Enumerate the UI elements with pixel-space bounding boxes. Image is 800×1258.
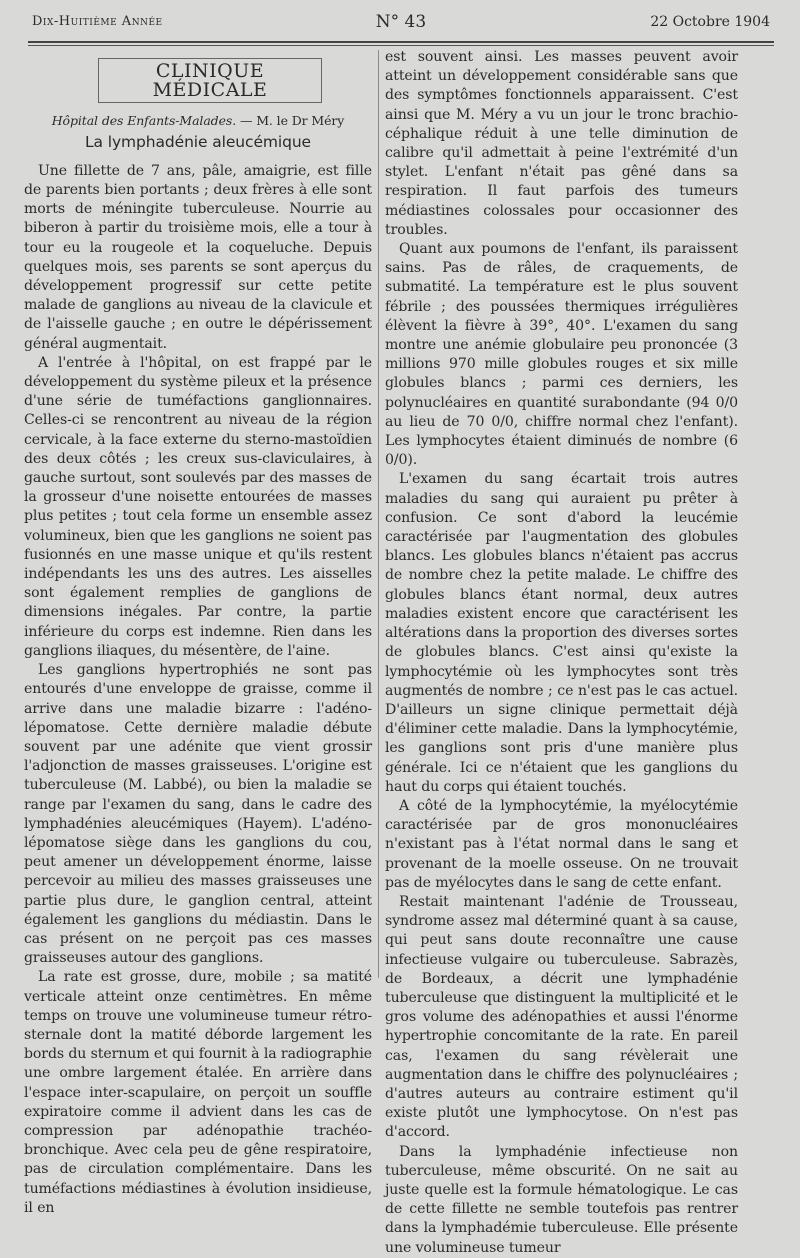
header-rule-thin xyxy=(28,45,774,46)
page-header xyxy=(32,14,770,38)
paragraph: Les ganglions hypertrophiés ne sont pas entourés d'une enveloppe de graisse, comme il arrive dans une maladie bizarre : l'adéno-lépomatose. Cette dernière maladie débute souvent par une adénite que vient grossir l'adjonction de masses graisseuses. L'origine est tuberculeuse (M. Labbé), ou bien la maladie se range par l'examen du sang, dans le cadre des lymphadénies aleucémiques (Hayem). L'adéno-lépomatose siège dans les ganglions du cou, peut amener un développement énorme, laisse percevoir au milieu des masses graisseuses une partie plus dure, le ganglion central, atteint également les ganglions du médiastin. Dans le cas présent on ne perçoit pas ces masses graisseuses autour des ganglions. xyxy=(24,662,372,967)
column-divider xyxy=(378,50,379,978)
paragraph: A l'entrée à l'hôpital, on est frappé par le développement du système pileux et la présence d'une série de tuméfactions ganglionnaires. Celles-ci se rencontrent au niveau de la région cervicale, à la face externe du sterno-mastoïdien des deux côtés ; les creux sus-claviculaires, à gauche surtout, sont soulevés par des masses de la grosseur d'une noisette entourées de masses plus petites ; tout cela forme un ensemble assez volumineux, bien que les ganglions ne soient pas fusionnés en une masse unique et qu'ils restent indépendants les uns des autres. Les aisselles sont également remplies de ganglions de dimensions inégales. Par contre, la partie inférieure du corps est indemne. Rien dans les ganglions iliaques, du mésentère, de l'aine. xyxy=(24,354,372,659)
byline xyxy=(24,111,372,130)
paragraph: Dans la lymphadénie infectieuse non tuberculeuse, même obscurité. On ne sait au juste quelle est la formule hématologique. Le cas de cette fillette ne semble toutefois pas rentrer dans la lymphadémie tuberculeuse. Elle présente une volumineuse tumeur xyxy=(385,1143,738,1256)
left-column xyxy=(24,52,372,1218)
journal-year: Dix-Huitième Année xyxy=(32,14,163,29)
paragraph: La rate est grosse, dure, mobile ; sa matité verticale atteint onze centimètres. En même temps on trouve une volumineuse tumeur rétro-sternale dont la matité déborde largement les bords du sternum et qui fournit à la radiographie une ombre largement étalée. En arrière dans l'espace inter-scapulaire, on perçoit un souffle expiratoire comme il advient dans les cas de compression par adénopathie trachéo-bronchique. Avec cela peu de gêne respiratoire, pas de circulation complémentaire. Dans les tuméfactions médiastines à évolution insidieuse, il en xyxy=(24,969,372,1216)
paragraph: est souvent ainsi. Les masses peuvent avoir atteint un développement considérable sans que des symptômes fonctionnels apparaissent. C'est ainsi que M. Méry a vu un jour le tronc brachio-céphalique réduit à une telle diminution de calibre qu'il admettait à peine l'extrémité d'un stylet. L'enfant n'était pas gêné dans sa respiration. Il faut parfois des tumeurs médiastines colossales pour occasionner des troubles. xyxy=(385,49,738,238)
paragraph: Restait maintenant l'adénie de Trousseau, syndrome assez mal déterminé quant à sa cause, qui peut sans doute reconnaître une cause infectieuse vulgaire ou tuberculeuse. Sabrazès, de Bordeaux, a décrit une lymphadénie tuberculeuse que distinguent la multiplicité et le gros volume des adénopathies et aussi l'énorme hypertrophie concomitante de la rate. En pareil cas, l'examen du sang révèlerait une augmentation dans le chiffre des polynucléaires ; d'autres auteurs au contraire estiment qu'il existe plutôt une lymphocytose. On n'est pas d'accord. xyxy=(385,893,738,1141)
header-rule xyxy=(28,41,774,43)
paragraph: Quant aux poumons de l'enfant, ils paraissent sains. Pas de râles, de craquements, de submatité. La température est le plus souvent fébrile ; des poussées thermiques irrégulières élèvent la fièvre à 39°, 40°. L'examen du sang montre une anémie globulaire peu prononcée (3 millions 970 mille globules rouges et six mille globules blancs ; parmi ces derniers, les polynucléaires en quantité surabondante (94 0/0 au lieu de 70 0/0, chiffre normal chez l'enfant). Les lymphocytes étaient diminués de nombre (6 0/0). xyxy=(385,241,738,469)
right-column xyxy=(385,48,738,1258)
issue-number: N° 43 xyxy=(375,12,427,32)
paragraph: L'examen du sang écartait trois autres maladies du sang qui auraient pu prêter à confusion. Ce sont d'abord la leucémie caractérisée par l'augmentation des globules blancs. Les globules blancs n'étaient pas accrus de nombre chez la petite malade. Le chiffre des globules blancs étant normal, deux autres maladies existent encore que caractérisent les altérations dans la proportion des diverses sortes de globules blancs. C'est ainsi qu'existe la lymphocytémie où les lymphocytes sont très augmentés de nombre ; ce n'est pas le cas actuel. D'ailleurs un signe clinique permettait déjà d'éliminer cette maladie. Dans la lymphocytémie, les ganglions sont pris d'une manière plus générale. Ici ce n'étaient que les ganglions du haut du corps qui étaient touchés. xyxy=(385,471,738,795)
paragraph: Une fillette de 7 ans, pâle, amaigrie, est fille de parents bien portants ; deux frères à elle sont morts de méningite tuberculeuse. Nourrie au biberon à partir du troisième mois, elle a tour à tour eu la rougeole et la coqueluche. Depuis quelques mois, ses parents se sont aperçus du développement progressif sur cette petite malade de ganglions au niveau de la clavicule et de l'aisselle gauche ; en outre le dépérissement général augmentait. xyxy=(24,162,372,352)
byline-author: — M. le Dr Méry xyxy=(236,113,345,129)
section-title: CLINIQUE MÉDICALE xyxy=(98,58,322,103)
byline-hospital: Hôpital des Enfants-Malades. xyxy=(51,113,237,129)
paragraph: A côté de la lymphocytémie, la myélocytémie caractérisée par de gros mononucléaires n'existant pas à l'état normal dans le sang et provenant de la moelle osseuse. On ne trouvait pas de myélocytes dans le sang de cette enfant. xyxy=(385,797,738,891)
issue-date: 22 Octobre 1904 xyxy=(650,14,770,30)
article-title: La lymphadénie aleucémique xyxy=(85,132,311,151)
